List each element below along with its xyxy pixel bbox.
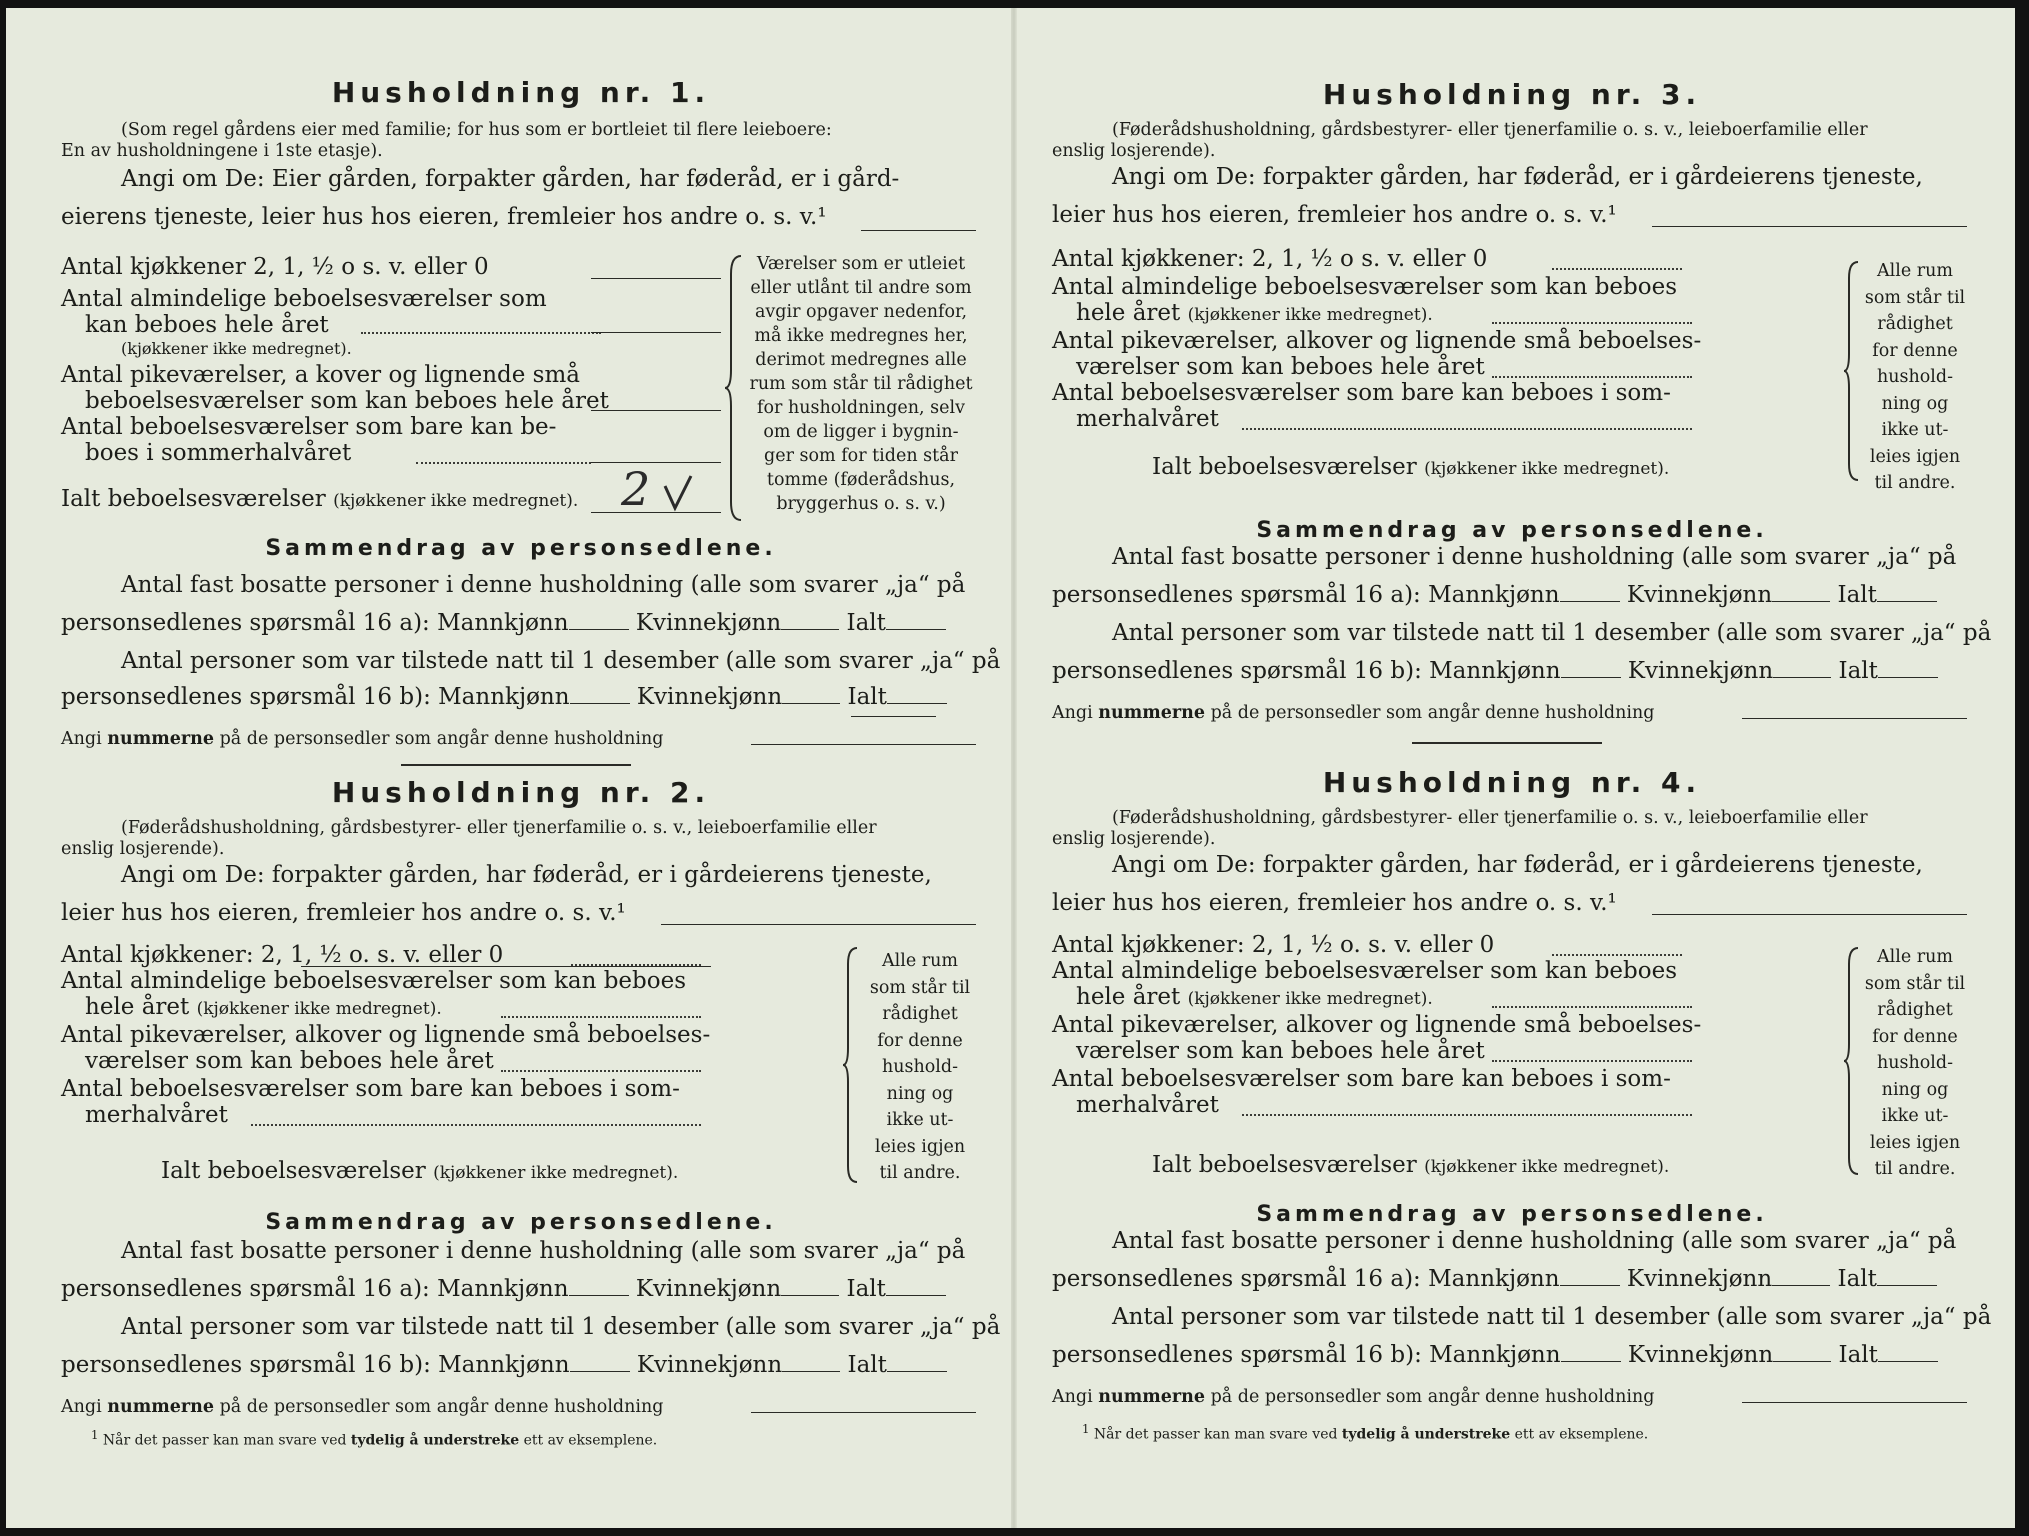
- household-3-note: Alle rum som står til rådighet for denne hushold- ning og ikke ut- leies igjen til andre.: [1864, 261, 1966, 493]
- household-1-summary-title: Sammendrag av personsedlene.: [265, 536, 777, 561]
- household-2: Husholdning nr. 2. (Føderådshusholdning, gårdsbestyrer- eller tjenerfamilie o. s. v., leieboerfamilie eller enslig losjerende). Angi om De: forpakter gården, har føderåd, er i gårdeierens tjeneste, leier hus hos eieren, fremleier hos andre o. s. v.¹ Antal kjøkkener: 2, 1, ½ o. s. v. eller 0 Antal almindelige beboelsesværelser som kan beboes hele året (kjøkkener ikke medregnet). Antal pikeværelser, alkover og lignende små beboelses- værelser som kan beboes hele året Antal beboelsesværelser som bare kan beboes i som- merhalvåret Ialt beboelsesværelser (kjøkkener ikke medregnet). Alle rum som står til rådighet for denne hushold- ning og ikke ut- leies igjen til andre. Sammendrag av personsedlene. Antal fast bosatte personer i denne husholdning (alle som svarer „ja“ på personsedlenes spørsmål 16 a): Mannkjønn Kvinnekjønn Ialt Antal personer som var tilstede natt til 1 desember (alle som svarer „ja“ på personsedlenes spørsmål 16 b): Mannkjønn Kvinnekjønn Ialt Angi nummerne på de personsedler som angår denne husholdning $^1$ Når det passer kan man svare ved tydelig å understreke ett av eksemplene.: [61, 776, 1001, 1449]
- household-2-note: Alle rum som står til rådighet for denne hushold- ning og ikke ut- leies igjen til andre.: [869, 951, 971, 1183]
- household-4-note: Alle rum som står til rådighet for denne hushold- ning og ikke ut- leies igjen til andre.: [1864, 947, 1966, 1179]
- household-1-small-rooms-field[interactable]: [591, 410, 721, 411]
- page-fold: [1011, 8, 1017, 1528]
- household-2-kitchens-field[interactable]: [301, 966, 711, 967]
- left-page: [61, 8, 1001, 1528]
- household-4-intro: (Føderådshusholdning, gårdsbestyrer- eller tjenerfamilie o. s. v., leieboerfamilie eller enslig losjerende).: [1052, 808, 1868, 849]
- household-2-answer-line[interactable]: [661, 924, 976, 925]
- left-footnote: $^1$ Når det passer kan man svare ved tydelig å understreke ett av eksemplene.: [91, 1428, 658, 1449]
- household-3: Husholdning nr. 3. (Føderådshusholdning, gårdsbestyrer- eller tjenerfamilie o. s. v., leieboerfamilie eller enslig losjerende). Angi om De: forpakter gården, har føderåd, er i gårdeierens tjeneste, leier hus hos eieren, fremleier hos andre o. s. v.¹ Antal kjøkkener: 2, 1, ½ o s. v. eller 0 Antal almindelige beboelsesværelser som kan beboes hele året (kjøkkener ikke medregnet). Antal pikeværelser, alkover og lignende små beboelses- værelser som kan beboes hele året Antal beboelsesværelser som bare kan beboes i som- merhalvåret Ialt beboelsesværelser (kjøkkener ikke medregnet). Alle rum som står til rådighet for denne hushold- ning og ikke ut- leies igjen til andre. Sammendrag av personsedlene. Antal fast bosatte personer i denne husholdning (alle som svarer „ja“ på personsedlenes spørsmål 16 a): Mannkjønn Kvinnekjønn Ialt Antal personer som var tilstede natt til 1 desember (alle som svarer „ja“ på personsedlenes spørsmål 16 b): Mannkjønn Kvinnekjønn Ialt Angi nummerne på de personsedler som angår denne husholdning: [1052, 78, 1972, 798]
- census-form-sheet: [6, 8, 2015, 1528]
- household-1-numbers-field[interactable]: [751, 744, 976, 745]
- brace-icon: [841, 946, 861, 1184]
- right-page: [1052, 8, 1992, 1528]
- household-1-question-2: eierens tjeneste, leier hus hos eieren, fremleier hos andre o. s. v.¹: [61, 204, 827, 230]
- household-1-intro: (Som regel gårdens eier med familie; for hus som er bortleiet til flere leieboere: En av husholdningene i 1ste etasje).: [61, 120, 832, 161]
- household-3-title: Husholdning nr. 3.: [1322, 78, 1702, 111]
- household-4-answer-line[interactable]: [1652, 914, 1967, 915]
- household-1-note: Værelser som er utleiet eller utlånt til andre som avgir opgaver nedenfor, må ikke medregnes her, derimot medregnes alle rum som står til rådighet for husholdningen, selv om de ligger i bygnin- ger som for tiden står tomme (føderådshus, bryggerhus o. s. v.): [749, 254, 973, 514]
- household-4-numbers-field[interactable]: [1742, 1402, 1967, 1403]
- household-3-numbers-field[interactable]: [1742, 718, 1967, 719]
- household-1-rooms-field[interactable]: [591, 332, 721, 333]
- household-2-title: Husholdning nr. 2.: [331, 776, 711, 809]
- household-1-question-1: Angi om De: Eier gården, forpakter gården, har føderåd, er i gård-: [121, 166, 900, 192]
- household-4: Husholdning nr. 4. (Føderådshusholdning, gårdsbestyrer- eller tjenerfamilie o. s. v., leieboerfamilie eller enslig losjerende). Angi om De: forpakter gården, har føderåd, er i gårdeierens tjeneste, leier hus hos eieren, fremleier hos andre o. s. v.¹ Antal kjøkkener: 2, 1, ½ o. s. v. eller 0 Antal almindelige beboelsesværelser som kan beboes hele året (kjøkkener ikke medregnet). Antal pikeværelser, alkover og lignende små beboelses- værelser som kan beboes hele året Antal beboelsesværelser som bare kan beboes i som- merhalvåret Ialt beboelsesværelser (kjøkkener ikke medregnet). Alle rum som står til rådighet for denne hushold- ning og ikke ut- leies igjen til andre. Sammendrag av personsedlene. Antal fast bosatte personer i denne husholdning (alle som svarer „ja“ på personsedlenes spørsmål 16 a): Mannkjønn Kvinnekjønn Ialt Antal personer som var tilstede natt til 1 desember (alle som svarer „ja“ på personsedlenes spørsmål 16 b): Mannkjønn Kvinnekjønn Ialt Angi nummerne på de personsedler som angår denne husholdning $^1$ Når det passer kan man svare ved tydelig å understreke ett av eksemplene.: [1052, 766, 1992, 1443]
- household-2-summary-title: Sammendrag av personsedlene.: [265, 1210, 777, 1235]
- household-4-summary-title: Sammendrag av personsedlene.: [1256, 1202, 1768, 1227]
- household-1-title: Husholdning nr. 1.: [331, 76, 711, 109]
- household-1-summer-rooms-field[interactable]: [591, 462, 721, 463]
- household-4-title: Husholdning nr. 4.: [1322, 766, 1702, 799]
- household-3-intro: (Føderådshusholdning, gårdsbestyrer- eller tjenerfamilie o. s. v., leieboerfamilie eller enslig losjerende).: [1052, 120, 1868, 161]
- household-1-kitchens-label: Antal kjøkkener 2, 1, ½ o s. v. eller 0: [61, 254, 489, 280]
- household-3-answer-line[interactable]: [1652, 226, 1967, 227]
- household-1-total-field[interactable]: [591, 512, 721, 513]
- household-1-answer-line[interactable]: [861, 230, 976, 231]
- right-footnote: $^1$ Når det passer kan man svare ved tydelig å understreke ett av eksemplene.: [1082, 1422, 1649, 1443]
- household-3-summary-title: Sammendrag av personsedlene.: [1256, 518, 1768, 543]
- household-1-kitchens-field[interactable]: [591, 278, 721, 279]
- household-1-total-handwritten: 2: [621, 462, 651, 516]
- checkmark-icon: [661, 472, 695, 512]
- household-1: Husholdning nr. 1. (Som regel gårdens eier med familie; for hus som er bortleiet til flere leieboere: En av husholdningene i 1ste etasje). Angi om De: Eier gården, forpakter gården, har føderåd, er i gård- eierens tjeneste, leier hus hos eieren, fremleier hos andre o. s. v.¹ Antal kjøkkener 2, 1, ½ o s. v. eller 0 Antal almindelige beboelsesværelser som kan beboes hele året (kjøkkener ikke medregnet). Antal pikeværelser, a kover og lignende små beboelsesværelser som kan beboes hele året Antal beboelsesværelser som bare kan be- boes i sommerhalvåret Ialt beboelsesværelser (kjøkkener ikke medregnet). 2 Værelser som er utleiet eller utlånt til andre som avgir opgaver nedenfor, må ikke medregnes her, derimot medregnes alle rum som står til rådighet for husholdningen, selv om de ligger i bygnin- ger som for tiden står tomme (føderådshus, bryggerhus o. s. v.) Sammendrag av personsedlene. Antal fast bosatte personer i denne husholdning (alle som svarer „ja“ på personsedlenes spørsmål 16 a): Mannkjønn Kvinnekjønn Ialt Antal personer som var tilstede natt til 1 desember (alle som svarer „ja“ på personsedlenes spørsmål 16 b): Mannkjønn Kvinnekjønn Ialt Angi nummerne på de personsedler som angår denne husholdning: [61, 76, 981, 796]
- household-2-numbers-field[interactable]: [751, 1412, 976, 1413]
- household-2-intro: (Føderådshusholdning, gårdsbestyrer- eller tjenerfamilie o. s. v., leieboerfamilie eller enslig losjerende).: [61, 818, 877, 859]
